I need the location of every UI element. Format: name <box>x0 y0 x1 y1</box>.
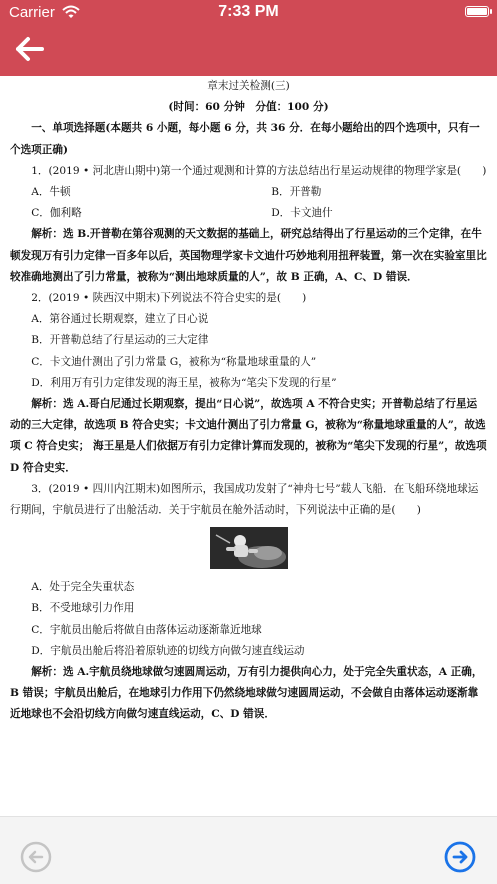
question-3-option-a: A．处于完全失重状态 <box>31 581 135 594</box>
nav-bar <box>0 26 497 76</box>
question-3-option-d: D．宇航员出舱后将沿着原轨迹的切线方向做匀速直线运动 <box>31 644 305 657</box>
previous-page-button[interactable] <box>20 841 52 873</box>
bottom-toolbar <box>0 816 497 884</box>
question-1-options-row-2 <box>10 203 487 224</box>
question-3-option-c: C．宇航员出舱后将做自由落体运动逐渐靠近地球 <box>31 623 262 636</box>
back-button[interactable] <box>14 36 46 62</box>
question-1-option-d: D．卡文迪什 <box>271 207 333 220</box>
status-time: 7:33 PM <box>218 3 279 20</box>
astronaut-photo <box>210 527 288 569</box>
question-2-option-d: D．利用万有引力定律发现的海王星，被称为“笔尖下发现的行星” <box>31 376 337 389</box>
question-1-option-a: A．牛顿 <box>31 186 71 199</box>
doc-title: 章末过关检测(三) <box>207 80 290 92</box>
question-2-option-c: C．卡文迪什测出了引力常量 G，被称为“称量地球重量的人” <box>31 355 317 368</box>
question-3-analysis: 解析：选 A.宇航员绕地球做匀速圆周运动，万有引力提供向心力，处于完全失重状态，A 正确，B 错误；宇航员出舱后，在地球引力作用下仍然绕地球做匀速圆周运动，不会做自由落体运动逐渐靠近地球也不会沿切线方向做匀速直线运动，C、D 错误． <box>10 666 483 721</box>
doc-subtitle: (时间：60 分钟 分值：100 分) <box>168 101 329 114</box>
question-1-stem: 1．(2019 • 河北唐山期中)第一个通过观测和计算的方法总结出行星运动规律的物理学家是( ) <box>31 164 487 177</box>
document-scroll-area[interactable] <box>0 76 497 816</box>
question-1-option-b: B．开普勒 <box>271 186 322 199</box>
question-1-options-row-1 <box>10 182 487 203</box>
section-heading: 一、单项选择题(本题共 6 小题，每小题 6 分，共 36 分．在每小题给出的四个选项中，只有一个选项正确) <box>10 122 480 156</box>
next-page-button[interactable] <box>444 841 476 873</box>
question-3-option-b: B．不受地球引力作用 <box>31 602 135 615</box>
question-2-stem: 2．(2019 • 陕西汉中期末)下列说法不符合史实的是( ) <box>31 292 307 305</box>
status-bar <box>0 0 497 26</box>
battery-icon <box>465 6 489 17</box>
question-3-stem: 3．(2019 • 四川内江期末)如图所示，我国成功发射了“神舟七号”载人飞船．在飞船环绕地球运行期间，宇航员进行了出舱活动．关于宇航员在舱外活动时，下列说法中正确的是( ) <box>10 482 479 517</box>
document-body <box>0 76 497 726</box>
question-2-option-a: A．第谷通过长期观察，建立了日心说 <box>31 313 209 326</box>
question-1-analysis: 解析：选 B.开普勒在第谷观测的天文数据的基础上，研究总结得出了行星运动的三个定律，在牛顿发现万有引力定律一百多年以后，英国物理学家卡文迪什巧妙地利用扭秤装置，第一次在实验室里比较准确地测出了引力常量，被称为“测出地球质量的人”，故 B 正确，A、C、D 错误． <box>10 228 487 283</box>
question-2-option-b: B．开普勒总结了行星运动的三大定律 <box>31 334 209 347</box>
carrier-label: Carrier <box>9 4 55 21</box>
question-2-analysis: 解析：选 A.哥白尼通过长期观察，提出“日心说”，故选项 A 不符合史实；开普勒总结了行星运动的三大定律，故选项 B 符合史实；卡文迪什测出了引力常量 G，被称为“称量地球重量的人”，故选项 C 符合史实； 海王星是人们依据万有引力定律计算而发现的，被称为“笔尖下发现的行星”，故选项 D 符合史实． <box>10 398 487 474</box>
question-1-option-c: C．伽利略 <box>31 207 82 220</box>
